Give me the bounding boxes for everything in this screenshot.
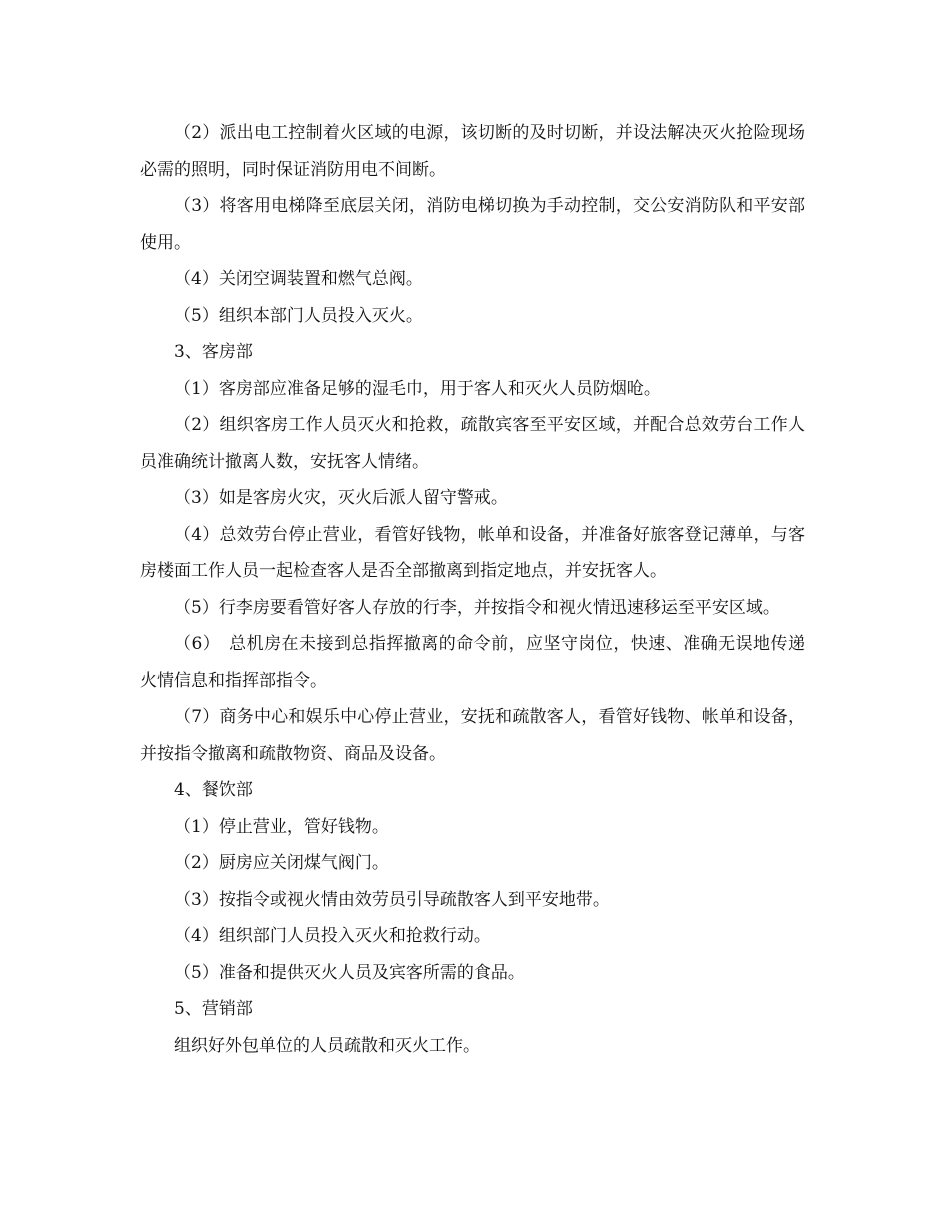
paragraph: （2）派出电工控制着火区域的电源，该切断的及时切断，并设法解决灭火抢险现场必需的照明，同时保证消防用电不间断。 [140,123,805,180]
paragraph: （1）停止营业，管好钱物。 [174,816,389,837]
section-heading: 5、营销部 [174,999,253,1019]
paragraph: （3）按指令或视火情由效劳员引导疏散客人到平安地带。 [174,889,610,910]
section-heading: 3、客房部 [174,342,253,362]
paragraph: （3）将客用电梯降至底层关闭，消防电梯切换为手动控制，交公安消防队和平安部使用。 [140,196,805,253]
document-page [140,115,805,1064]
section-heading: 4、餐饮部 [174,780,253,800]
paragraph: （4）总效劳台停止营业，看管好钱物，帐单和设备，并准备好旅客登记薄单，与客房楼面工作人员一起检查客人是否全部撤离到指定地点，并安抚客人。 [140,524,805,581]
paragraph: （2）组织客房工作人员灭火和抢救，疏散宾客至平安区域，并配合总效劳台工作人员准确统计撤离人数，安抚客人情绪。 [140,415,805,472]
paragraph: 组织好外包单位的人员疏散和灭火工作。 [174,1035,480,1056]
paragraph: （1）客房部应准备足够的湿毛巾，用于客人和灭火人员防烟呛。 [174,378,661,399]
paragraph: （2）厨房应关闭煤气阀门。 [174,853,389,873]
paragraph: （5）行李房要看管好客人存放的行李，并按指令和视火情迅速移运至平安区域。 [174,597,780,618]
paragraph: （4）关闭空调装置和燃气总阀。 [174,269,423,289]
paragraph: （7）商务中心和娱乐中心停止营业，安抚和疏散客人，看管好钱物、帐单和设备，并按指令撤离和疏散物资、商品及设备。 [140,707,805,764]
paragraph: （3）如是客房火灾，灭火后派人留守警戒。 [174,488,508,508]
paragraph: （5）准备和提供灭火人员及宾客所需的食品。 [174,962,525,983]
paragraph: （4）组织部门人员投入灭火和抢救行动。 [174,926,491,946]
paragraph: （6） 总机房在未接到总指挥撤离的命令前，应坚守岗位，快速、准确无误地传递火情信息和指挥部指令。 [140,634,805,691]
paragraph: （5）组织本部门人员投入灭火。 [174,305,423,326]
